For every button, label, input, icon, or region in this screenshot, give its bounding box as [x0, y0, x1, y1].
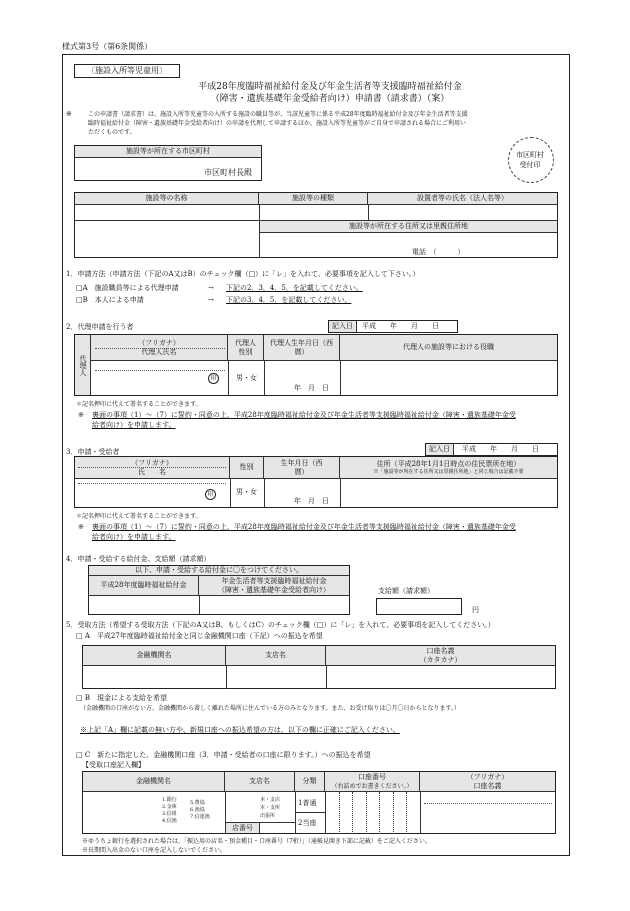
facility-name-header: 施設等の名称 — [75, 193, 259, 205]
branch-types — [260, 796, 280, 820]
bank-type-3: 3.信組 — [162, 811, 177, 817]
a-holder-kana: （カタカナ） — [419, 655, 462, 664]
applicant-agree-mark: ※ — [78, 523, 84, 531]
c-branch-header: 支店名 — [225, 772, 295, 792]
stamp-line-1: 市区町村 — [516, 151, 544, 159]
option-a-instruction: 下記の2．3．4．5．を記載してください。 — [226, 284, 363, 292]
class-current[interactable]: 2当座 — [298, 819, 317, 827]
note-text-3: ただくものです。 — [88, 129, 136, 136]
note-text-1: この申請書（請求書）は、施設入所等児童等の入所する施設の職員等が、当該児童等に係る平成28年度臨時福祉給付金及び年金生活者等支援 — [88, 111, 468, 118]
proxy-sign-note: ＊記名押印に代えて署名することができます。 — [76, 401, 202, 408]
facility-address-header: 施設等が所在する住所又は里親住所地 — [259, 221, 557, 233]
section2-heading: 2．代理申請を行う者 — [66, 323, 134, 331]
a-bank-header: 金融機関名 — [83, 646, 226, 666]
applicant-agree-text-2: 給者向け）を申請します。 — [92, 533, 176, 541]
applicant-name-header — [75, 457, 230, 479]
section3-date-value[interactable]: 平成 年 月 日 — [462, 445, 539, 453]
c-account-note: （右詰めでお書きください。） — [331, 782, 413, 790]
option-b-instruction: 下記の3．4．5．を記載してください。 — [226, 296, 352, 304]
facility-phone[interactable]: 電話 （ ） — [412, 248, 465, 256]
proxy-gender-value[interactable]: 男・女 — [236, 374, 257, 382]
note-mark: ※ — [66, 110, 72, 118]
section2-date-value[interactable]: 平成 年 月 日 — [362, 322, 439, 330]
proxy-role-header: 代理人の施設等における役職 — [340, 335, 557, 361]
form-title-line2: （障害・遺族基礎年金受給者向け）申請書（請求書）（案） — [210, 94, 450, 104]
branch-type-3: 出張所 — [260, 813, 276, 819]
c-class-header: 分類 — [295, 772, 325, 792]
proxy-furigana: （フリガナ） — [138, 338, 180, 347]
applicant-agree-text-1: 裏面の事項（1）～（7）に誓約・同意の上、平成28年度臨時福祉給付金及び年金生活者等支援臨時福祉給付金（障害・遺族基礎年金受 — [92, 523, 516, 531]
proxy-agree-mark: ※ — [78, 411, 84, 419]
class-ordinary[interactable]: 1普通 — [298, 799, 317, 807]
applicant-furigana: （フリガナ） — [131, 458, 173, 467]
applicant-gender-value[interactable]: 男・女 — [236, 488, 257, 496]
receive-option-c[interactable]: □ C 新たに指定した、金融機関口座（3．申請・受給者の口座に限ります。）への振込を希望 — [76, 751, 371, 759]
applicant-name-label: 氏 名 — [138, 467, 166, 476]
benefit-col-2-line-2: （障害・遺族基礎年金受給者向け） — [218, 585, 330, 594]
bank-type-4: 4.信漁 — [162, 818, 177, 824]
c-holder-header — [420, 772, 555, 792]
c-bank-header: 金融機関名 — [83, 772, 225, 792]
option-a-missing-note: ※上記「A」欄に記載の無い方や、新規口座への振込希望の方は、以下の欄に正確にご記入ください。 — [80, 726, 400, 734]
section5-heading: 5．受取方法（希望する受取方法（下記のA又はB、もしくはC）のチェック欄（□）に「レ」を入れて、必要事項を記入してください。） — [66, 621, 495, 629]
benefit-choice-divider — [199, 596, 200, 615]
applicant-address-label: 住所（平成28年1月1日時点の住民票所在地） — [376, 459, 521, 468]
proxy-gender-header: 代理人性別 — [228, 335, 264, 361]
option-a-arrow: → — [208, 284, 214, 292]
receive-option-a[interactable]: □ A 平成27年度臨時福祉給付金と同じ金融機関口座（下記）への振込を希望 — [76, 632, 323, 640]
branch-type-1: 本・支店 — [260, 797, 281, 803]
section4-heading: 4．申請・受給する給付金、支給額（請求額） — [66, 555, 211, 563]
proxy-name-label: 代理人氏名 — [141, 347, 177, 356]
c-holder-furigana: （フリガナ） — [466, 772, 509, 781]
a-holder-header — [326, 646, 555, 666]
proxy-side-label: 代理人 — [75, 335, 91, 395]
proxy-birth-header: 代理人生年月日（西暦） — [264, 335, 340, 361]
section3-heading: 3．申請・受給者 — [66, 448, 120, 456]
founder-header: 設置者等の氏名（法人名等） — [368, 193, 557, 205]
facility-type-header: 施設等の種類 — [259, 193, 368, 205]
amount-label: 支給額（請求額） — [378, 587, 434, 595]
applicant-birth-value[interactable]: 年 月 日 — [294, 497, 329, 505]
form-number: 様式第3号（第6条関係） — [62, 42, 153, 51]
receipt-account-header: 【受取口座記入欄】 — [82, 761, 145, 769]
applicant-birth-header: 生年月日（西暦） — [264, 457, 340, 479]
section3-date-label: 記入日 — [426, 444, 454, 455]
proxy-birth-value[interactable]: 年 月 日 — [294, 384, 329, 392]
c-account-label: 口座番号 — [358, 772, 386, 781]
bank-type-6: 6.漁協 — [190, 807, 205, 813]
section2-date-label: 記入日 — [329, 321, 357, 332]
c-holder-label: 口座名義 — [473, 781, 502, 790]
a-holder-label: 口座名義 — [426, 646, 455, 655]
proxy-agree-text-2: 給者向け）を申請します。 — [92, 421, 176, 429]
benefit-select-header: 以下、申請・受給する給付金に〇をつけてください。 — [89, 566, 349, 576]
footnote-dormant: ※長期間入出金のない口座を記入しないでください。 — [82, 847, 227, 854]
option-b-note: （金融機関の口座がない方、金融機関から著しく離れた場所に住んでいる方のみとなります。また、お受け取りは〇月〇日からとなります。） — [80, 705, 461, 712]
applicant-gender-header: 性別 — [230, 457, 264, 479]
municipality-header: 施設等が所在する市区町村 — [75, 146, 261, 158]
bank-type-1: 1.銀行 — [162, 797, 177, 803]
applicant-seal[interactable]: 印 — [205, 489, 216, 500]
applicant-sign-note: ＊記名押印に代えて署名することができます。 — [76, 513, 202, 520]
option-a-checkbox[interactable]: □A 施設職員等による代理申請 — [76, 284, 179, 292]
amount-yen: 円 — [472, 606, 479, 614]
a-branch-header: 支店名 — [226, 646, 326, 666]
note-text-2: 臨時福祉給付金（障害・遺族基礎年金受給者向け）の申請を代理して申請するほか、施設入所等児童等がご自身で申請される場合にご利用い — [88, 120, 467, 127]
proxy-seal[interactable]: 印 — [208, 373, 219, 384]
applicant-address-note: ※「施設等が所在する住所又は里親住所地」と同じ場合は記載不要 — [373, 468, 524, 475]
stamp-line-2: 受付印 — [519, 161, 541, 169]
form-title-line1: 平成28年度臨時福祉給付金及び年金生活者等支援臨時福祉給付金 — [198, 82, 462, 92]
c-account-header — [325, 772, 420, 792]
category-box: 〔施設入所等児童用〕 — [74, 64, 180, 78]
bank-type-2: 2.金庫 — [162, 804, 177, 810]
bank-types-col-1 — [162, 797, 177, 825]
receive-option-b[interactable]: □ B 現金による支給を希望 — [76, 694, 167, 702]
bank-type-5: 5.農協 — [190, 800, 205, 806]
proxy-agree-text-1: 裏面の事項（1）～（7）に誓約・同意の上、平成28年度臨時福祉給付金及び年金生活者等支援臨時福祉給付金（障害・遺族基礎年金受 — [92, 411, 516, 419]
applicant-address-header — [340, 457, 557, 479]
option-b-arrow: → — [208, 296, 214, 304]
reception-stamp — [508, 137, 554, 183]
section1-heading: 1．申請方法（申請方法（下記のA又はB）のチェック欄（□）に「レ」を入れて、必要事項を記入して下さい。） — [66, 270, 420, 278]
benefit-col-2-line-1: 年金生活者等支援臨時福祉給付金 — [221, 576, 327, 585]
bank-type-7: 7.信連漁 — [190, 814, 210, 820]
mayor-addressee[interactable]: 市区町村長殿 — [204, 168, 252, 177]
footnote-yucho: ※ゆうちょ銀行を選択された場合は、「振込用の店名・預金種目・口座番号（7桁）」（通帳見開き下部に記載）をご記入ください。 — [82, 838, 431, 845]
amount-input[interactable] — [376, 598, 462, 615]
benefit-col-1: 平成28年度臨時福祉給付金 — [89, 576, 199, 596]
branch-type-2: 本・支所 — [260, 805, 281, 811]
benefit-col-2 — [199, 576, 349, 596]
bank-types-col-2 — [190, 800, 210, 821]
branch-number-label: 店番号 — [226, 823, 260, 833]
option-b-checkbox[interactable]: □B 本人による申請 — [76, 296, 144, 304]
